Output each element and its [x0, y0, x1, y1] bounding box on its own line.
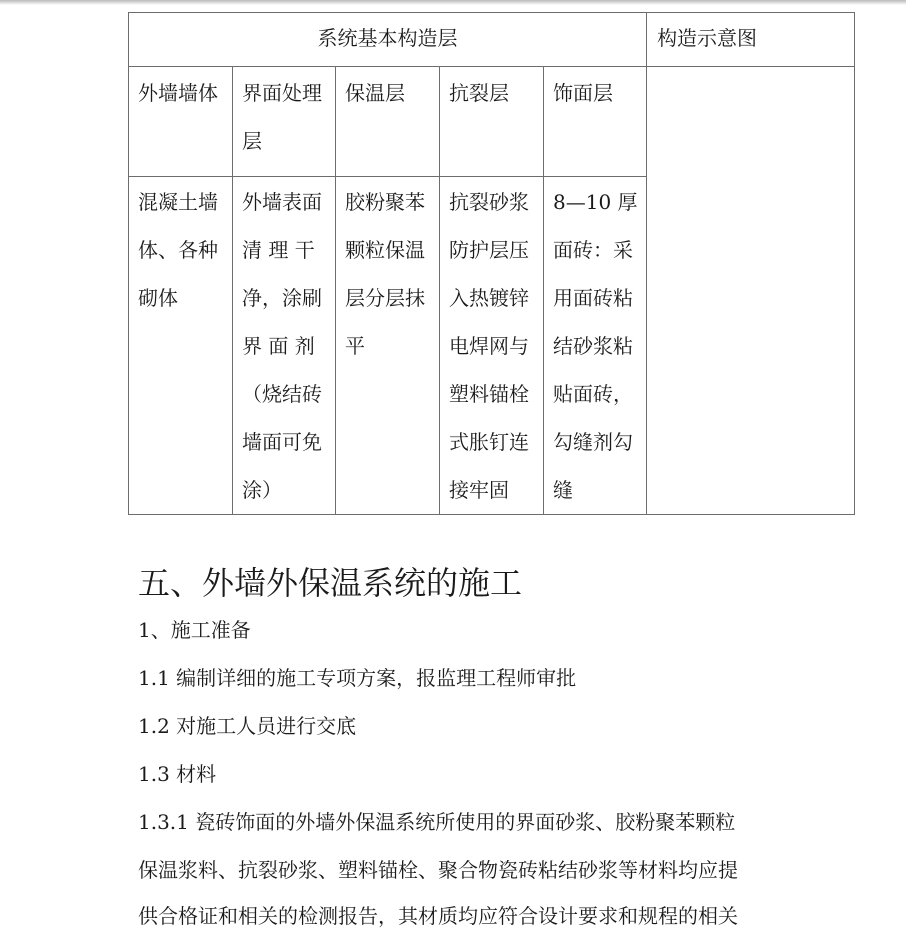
header-diagram-text: 构造示意图 — [657, 26, 758, 50]
cell-interface — [233, 177, 336, 515]
cell-finish-text: 8—10 厚 面砖：采 用面砖粘 结砂浆粘 贴面砖， 勾缝剂勾 缝 — [553, 190, 638, 502]
header-system-layers — [129, 13, 647, 67]
diagram-cell — [647, 67, 855, 515]
cell-finish — [544, 177, 647, 515]
paragraph-line: 保温浆料、抗裂砂浆、塑料锚栓、聚合物瓷砖粘结砂浆等材料均应提 — [138, 858, 738, 882]
column-header-wall — [129, 67, 233, 177]
construction-layer-table — [128, 12, 855, 515]
column-header-finish — [544, 67, 647, 177]
column-header-interface — [233, 67, 336, 177]
header-system-layers-text: 系统基本构造层 — [317, 26, 458, 50]
paragraph-line: 1、施工准备 — [138, 618, 251, 642]
section-heading: 五、外墙外保温系统的施工 — [138, 564, 523, 602]
column-header-insulation-text: 保温层 — [345, 81, 405, 105]
cell-insulation — [336, 177, 440, 515]
column-header-anticrack — [440, 67, 544, 177]
cell-insulation-text: 胶粉聚苯 颗粒保温 层分层抹 平 — [345, 190, 425, 358]
paragraph-line: 1.1 编制详细的施工专项方案，报监理工程师审批 — [138, 666, 577, 690]
column-header-finish-text: 饰面层 — [553, 81, 613, 105]
column-header-wall-text: 外墙墙体 — [138, 81, 218, 105]
paragraph-line: 1.2 对施工人员进行交底 — [138, 714, 357, 738]
cell-wall — [129, 177, 233, 515]
column-header-insulation — [336, 67, 440, 177]
cell-wall-text: 混凝土墙 体、各种 砌体 — [138, 190, 218, 310]
paragraph-line: 1.3 材料 — [138, 762, 217, 786]
viewer-top-shadow — [0, 0, 906, 5]
cell-anticrack-text: 抗裂砂浆 防护层压 入热镀锌 电焊网与 塑料锚栓 式胀钉连 接牢固 — [449, 190, 529, 502]
column-header-anticrack-text: 抗裂层 — [449, 81, 509, 105]
paragraph-line: 1.3.1 瓷砖饰面的外墙外保温系统所使用的界面砂浆、胶粉聚苯颗粒 — [138, 810, 736, 834]
column-header-interface-text: 界面处理 层 — [242, 81, 322, 153]
cell-anticrack — [440, 177, 544, 515]
paragraph-line: 供合格证和相关的检测报告，其材质均应符合设计要求和规程的相关 — [138, 904, 738, 928]
header-diagram — [647, 13, 855, 67]
cell-interface-text: 外墙表面 清 理 干 净，涂刷 界 面 剂 （烧结砖 墙面可免 涂） — [242, 190, 322, 502]
